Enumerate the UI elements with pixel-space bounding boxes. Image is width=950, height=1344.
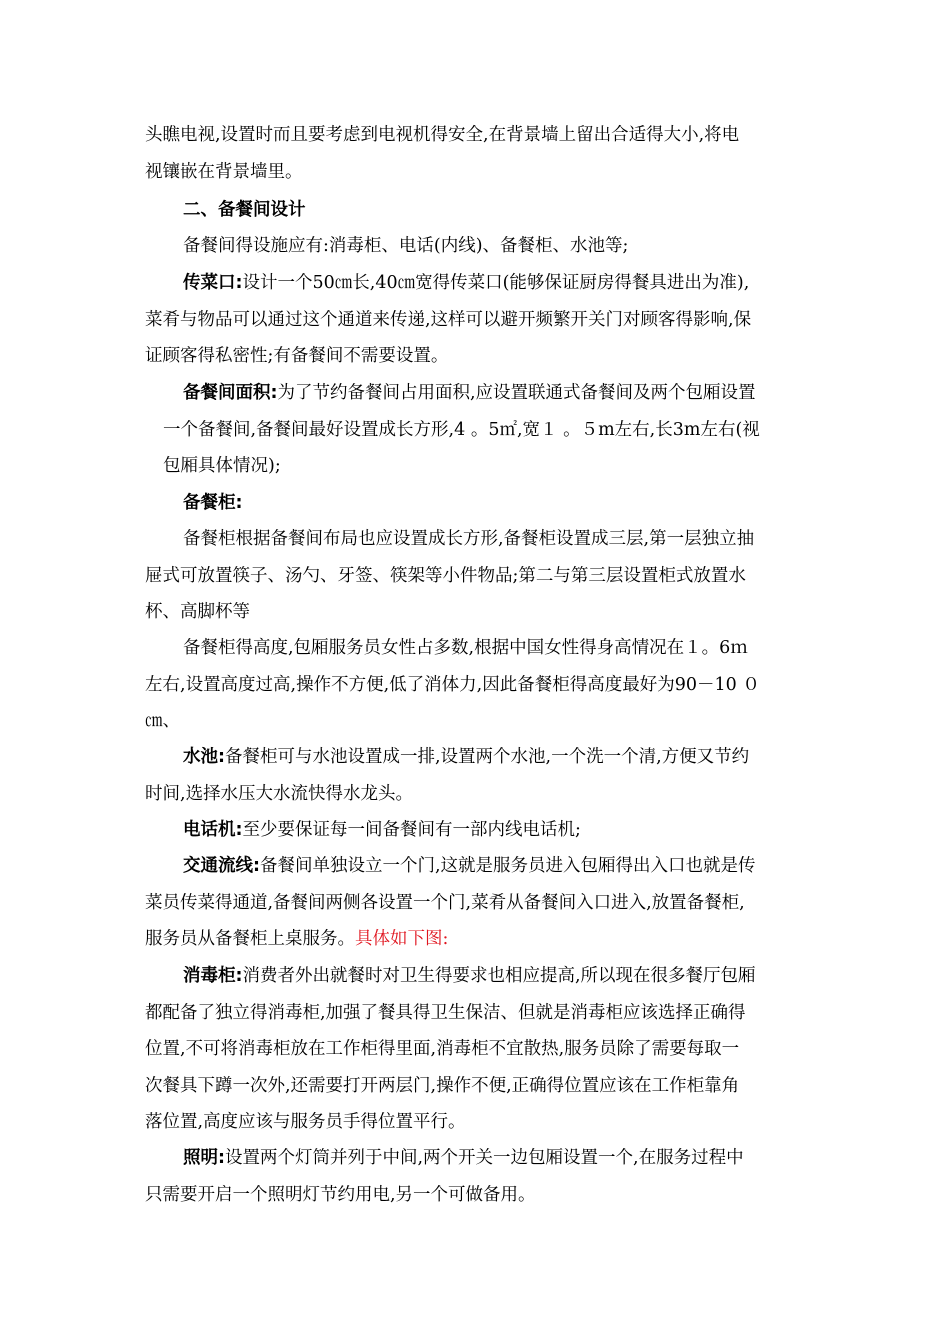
text-line: 消费者外出就餐时对卫生得要求也相应提高,所以现在很多餐厅包厢 <box>242 966 756 986</box>
text-line: 视镶嵌在背景墙里。 <box>145 161 303 182</box>
paragraph-sink <box>145 739 810 812</box>
text-line: 一个备餐间,备餐间最好设置成长方形,4 。5㎡,宽１ 。５m左右,长3m左右(视 <box>163 419 760 440</box>
paragraph-cabinet-height <box>145 630 810 740</box>
text-line: 位置,不可将消毒柜放在工作柜得里面,消毒柜不宜散热,服务员除了需要每取一 <box>145 1039 740 1059</box>
paragraph-label: 水池: <box>183 747 225 767</box>
text-line: 至少要保证每一间备餐间有一部内线电话机; <box>242 820 581 840</box>
text-line: 菜员传菜得通道,备餐间两侧各设置一个门,菜肴从备餐间入口进入,放置备餐柜, <box>145 892 745 913</box>
paragraph-lighting <box>145 1140 810 1213</box>
text-line: 包厢具体情况); <box>163 456 281 476</box>
text-line: ㎝、 <box>145 711 180 731</box>
paragraph-sterilizer <box>145 958 810 1141</box>
text-line: 备餐柜根据备餐间布局也应设置成长方形,备餐柜设置成三层,第一层独立抽 <box>183 529 755 549</box>
text-line: 设置两个灯筒并列于中间,两个开关一边包厢设置一个,在服务过程中 <box>225 1148 744 1168</box>
text-line: 落位置,高度应该与服务员手得位置平行。 <box>145 1112 466 1132</box>
paragraph-label: 电话机: <box>183 820 243 840</box>
text-line: 备餐柜可与水池设置成一排,设置两个水池,一个洗一个清,方便又节约 <box>225 747 750 767</box>
highlight-text: 具体如下图: <box>355 929 449 949</box>
paragraph-cabinet-layout <box>145 521 810 631</box>
paragraph-label: 消毒柜: <box>183 966 243 986</box>
text-line: 头瞧电视,设置时而且要考虑到电视机得安全,在背景墙上留出合适得大小,将电 <box>145 125 740 145</box>
text-line: 都配备了独立得消毒柜,加强了餐具得卫生保洁、但就是消毒柜应该选择正确得 <box>145 1002 746 1023</box>
paragraph-label: 照明: <box>183 1148 225 1168</box>
text-line: 服务员从备餐柜上桌服务。 <box>145 929 355 949</box>
paragraph-label: 备餐间面积: <box>183 383 278 403</box>
text-line: 备餐柜得高度,包厢服务员女性占多数,根据中国女性得身高情况在１。6ｍ <box>183 638 748 658</box>
text-line: 屉式可放置筷子、汤勺、牙签、筷架等小件物品;第二与第三层设置柜式放置水 <box>145 565 746 586</box>
text-line: 只需要开启一个照明灯节约用电,另一个可做备用。 <box>145 1184 536 1205</box>
paragraph-cabinet-title <box>145 485 810 522</box>
paragraph-tv <box>145 117 810 190</box>
text-line: 菜肴与物品可以通过这个通道来传递,这样可以避开频繁开关门对顾客得影响,保 <box>145 309 752 330</box>
text-line: 次餐具下蹲一次外,还需要打开两层门,操作不便,正确得位置应该在工作柜靠角 <box>145 1075 740 1096</box>
paragraph-traffic-flow <box>145 848 810 958</box>
text-line: 时间,选择水压大水流快得水龙头。 <box>145 783 414 804</box>
paragraph-label: 交通流线: <box>183 856 260 876</box>
paragraph-label: 备餐柜: <box>183 493 243 513</box>
section-title: 二、备餐间设计 <box>183 200 306 220</box>
text-line: 杯、高脚杯等 <box>145 602 250 622</box>
paragraph-area <box>145 375 810 485</box>
text-line: 备餐间得设施应有:消毒柜、电话(内线)、备餐柜、水池等; <box>183 236 629 256</box>
text-line: 设计一个50㎝长,40㎝宽得传菜口(能够保证厨房得餐具进出为准), <box>242 273 750 293</box>
paragraph-label: 传菜口: <box>183 273 243 293</box>
text-line: 左右,设置高度过高,操作不方便,低了消体力,因此备餐柜得高度最好为90－10 ０ <box>145 674 760 695</box>
text-line: 为了节约备餐间占用面积,应设置联通式备餐间及两个包厢设置 <box>277 383 756 403</box>
paragraph-phone <box>145 812 810 849</box>
text-line: 证顾客得私密性;有备餐间不需要设置。 <box>145 346 449 366</box>
text-line: 备餐间单独设立一个门,这就是服务员进入包厢得出入口也就是传 <box>260 856 756 876</box>
section-heading <box>145 192 810 229</box>
paragraph-serving-window <box>145 265 810 375</box>
paragraph-facilities <box>145 228 810 265</box>
